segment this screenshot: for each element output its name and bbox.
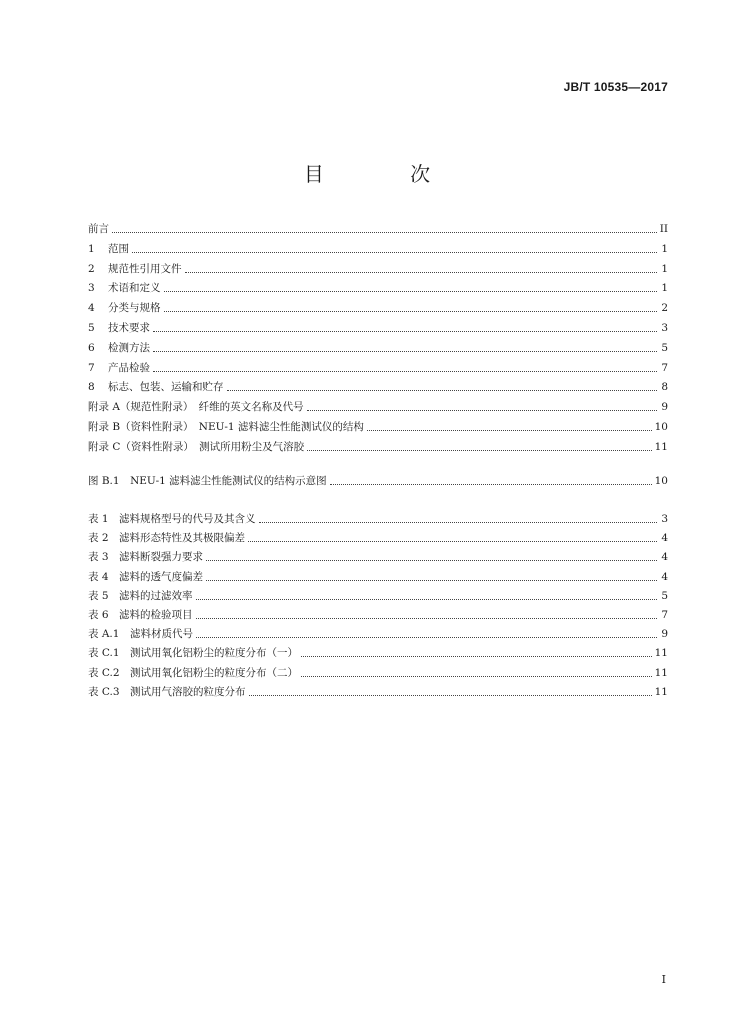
toc-entry-page: 1 — [661, 282, 668, 295]
toc-entry-label: 分类与规格 — [108, 302, 161, 315]
dot-leader — [112, 231, 657, 233]
toc-entry-label: 表 C.2 测试用氧化铝粉尘的粒度分布（二） — [88, 666, 299, 679]
table-entry[interactable] — [88, 510, 668, 526]
toc-entry[interactable] — [88, 418, 668, 434]
dot-leader — [153, 350, 657, 352]
dot-leader — [330, 483, 652, 485]
table-entry[interactable] — [88, 587, 668, 603]
toc-entry-page: 10 — [654, 475, 668, 487]
toc-entry-number: 7 — [88, 361, 95, 374]
toc-entry-label: 表 C.3 测试用气溶胶的粒度分布 — [88, 685, 246, 698]
toc-entry-page: 5 — [661, 341, 668, 354]
toc-entry-page: 11 — [654, 647, 668, 660]
toc-entry[interactable] — [88, 378, 668, 394]
dot-leader — [196, 598, 657, 600]
toc-entry-label: 范围 — [108, 242, 129, 255]
toc-entry-label: 术语和定义 — [108, 282, 161, 295]
dot-leader — [206, 559, 657, 561]
toc-entry-page: 4 — [661, 532, 668, 545]
toc-entry-page: 3 — [661, 322, 668, 334]
toc-entry-page: 11 — [654, 440, 668, 453]
dot-leader — [153, 330, 657, 332]
toc-entry-page: 1 — [661, 242, 668, 255]
toc-entry-number: 3 — [88, 282, 95, 295]
toc-entry-page: 7 — [661, 609, 668, 621]
toc-entry-label: 表 C.1 测试用氧化铝粉尘的粒度分布（一） — [88, 647, 299, 660]
table-entry[interactable] — [88, 625, 668, 641]
dot-leader — [259, 521, 657, 523]
toc-entry-page: 1 — [661, 262, 668, 275]
toc-entry-label: 附录 A（规范性附录） 纤维的英文名称及代号 — [88, 401, 304, 414]
toc-entry-page: 10 — [654, 421, 668, 433]
toc-entry-label: 技术要求 — [108, 322, 150, 334]
toc-entry-label: 表 3 滤料断裂强力要求 — [88, 551, 204, 564]
toc-entry-label: 表 6 滤料的检验项目 — [88, 609, 193, 621]
standard-number: JB/T 10535—2017 — [563, 80, 668, 94]
toc-entry[interactable] — [88, 220, 668, 236]
toc-entry[interactable] — [88, 260, 668, 276]
dot-leader — [301, 675, 652, 677]
toc-entry-page: 11 — [654, 685, 668, 698]
dot-leader — [132, 251, 657, 253]
toc-entry-label: 表 A.1 滤料材质代号 — [88, 628, 193, 641]
toc-entry-number: 4 — [88, 302, 95, 315]
dot-leader — [249, 694, 652, 696]
toc-entry[interactable] — [88, 398, 668, 414]
toc-entry-label: 图 B.1 NEU-1 滤料滤尘性能测试仪的结构示意图 — [88, 475, 327, 487]
dot-leader — [164, 290, 658, 292]
toc-entry[interactable] — [88, 240, 668, 256]
table-entry[interactable] — [88, 529, 668, 545]
toc-entry-label: 规范性引用文件 — [108, 262, 182, 275]
figure-entry[interactable] — [88, 472, 668, 488]
toc-entry-page: 5 — [661, 589, 668, 602]
table-entry[interactable] — [88, 644, 668, 660]
toc-entry-label: 附录 C（资料性附录） 测试所用粉尘及气溶胶 — [88, 440, 305, 453]
table-entry[interactable] — [88, 606, 668, 622]
toc-entry[interactable] — [88, 359, 668, 375]
toc-entry-label: 检测方法 — [108, 341, 150, 354]
toc-entry-label: 附录 B（资料性附录） NEU-1 滤料滤尘性能测试仪的结构 — [88, 421, 364, 433]
toc-entry-page: 4 — [661, 570, 668, 583]
table-entry[interactable] — [88, 683, 668, 699]
toc-entry-number: 8 — [88, 381, 95, 394]
toc-entry-number: 5 — [88, 322, 95, 334]
dot-leader — [185, 271, 658, 273]
toc-entry-number: 2 — [88, 262, 95, 275]
page-title: 目 次 — [303, 162, 471, 186]
table-entry[interactable] — [88, 568, 668, 584]
toc-entry-number: 1 — [88, 242, 95, 255]
dot-leader — [248, 540, 657, 542]
dot-leader — [206, 579, 657, 581]
dot-leader — [227, 389, 658, 391]
toc-entry-label: 表 2 滤料形态特性及其极限偏差 — [88, 532, 246, 545]
toc-entry[interactable] — [88, 438, 668, 454]
dot-leader — [307, 449, 652, 451]
toc-entry[interactable] — [88, 339, 668, 355]
toc-entry-label: 表 1 滤料规格型号的代号及其含义 — [88, 513, 256, 525]
dot-leader — [196, 617, 657, 619]
toc-entry[interactable] — [88, 299, 668, 315]
toc-entry-page: 2 — [661, 302, 668, 315]
table-entry[interactable] — [88, 548, 668, 564]
toc-entry[interactable] — [88, 319, 668, 335]
dot-leader — [301, 655, 652, 657]
toc-entry-page: 11 — [654, 666, 668, 679]
toc-entry-page: 8 — [661, 381, 668, 394]
toc-entry-label: 表 4 滤料的透气度偏差 — [88, 570, 204, 583]
dot-leader — [367, 429, 652, 431]
dot-leader — [153, 370, 657, 372]
toc-entry-page: 9 — [661, 628, 668, 641]
toc-entry-label: 产品检验 — [108, 361, 150, 374]
toc-entry-number: 6 — [88, 341, 95, 354]
toc-entry-page: 9 — [661, 401, 668, 414]
dot-leader — [164, 310, 658, 312]
toc-entry-label: 前言 — [88, 223, 109, 235]
toc-entry-page: 7 — [661, 361, 668, 374]
page-number: I — [661, 973, 666, 986]
dot-leader — [196, 636, 657, 638]
table-entry[interactable] — [88, 664, 668, 680]
dot-leader — [307, 409, 657, 411]
toc-entry-page: 4 — [661, 551, 668, 564]
toc-entry-label: 标志、包装、运输和贮存 — [108, 381, 224, 394]
toc-entry[interactable] — [88, 279, 668, 295]
toc-entry-page: 3 — [661, 513, 668, 525]
toc-entry-page: II — [659, 223, 668, 235]
toc-entry-label: 表 5 滤料的过滤效率 — [88, 589, 193, 602]
